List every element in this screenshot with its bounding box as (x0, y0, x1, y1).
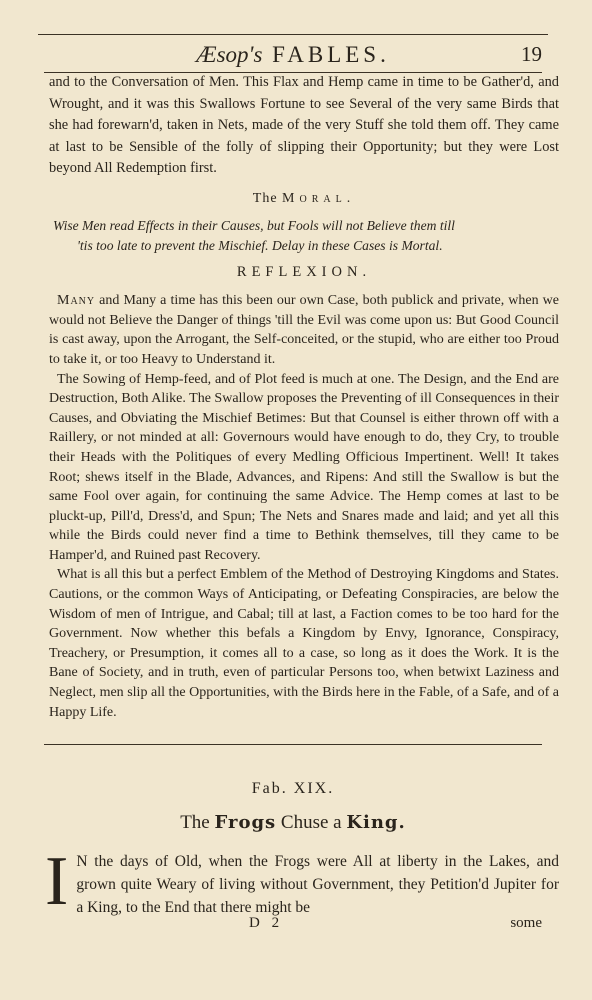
fable-title-king: King. (346, 812, 406, 833)
running-title (196, 42, 390, 68)
reflexion-paragraph-1 (49, 291, 559, 369)
fable-text-body: N the days of Old, when the Frogs were All at liberty in the Lakes, and grown quite Weary of living without Government, they Petition'd Jupiter for a King, to the End that there might be (76, 853, 559, 916)
catchword: some (510, 915, 542, 931)
moral-line-1: Wise Men read Effects in their Causes, but Fools will not Believe them till (53, 217, 455, 233)
reflexion-p1-rest: and Many a time has this been our own Case, both publick and private, when we would not Believe the Danger of things 'till the Evil was come upon us: But Good Council is cast away, upon the Arrogant, the Self-conceited, or the stupid, who are either too Proud to take it, or too Heavy to Understand it. (49, 293, 559, 367)
fable-number: Fab. XIX. (251, 780, 335, 797)
moral-heading (49, 188, 559, 210)
page-number: 19 (521, 42, 542, 66)
signature-mark: D 2 (249, 915, 284, 931)
moral-line-2: 'tis too late to prevent the Mischief. Delay in these Cases is Mortal. (77, 237, 443, 253)
reflexion-text (49, 291, 559, 722)
fable-title-the: The (180, 812, 210, 833)
section-rule (44, 744, 542, 745)
moral-heading-lead: The (252, 190, 278, 206)
reflexion-lead: Many (57, 293, 96, 309)
moral-text (49, 216, 559, 256)
fable-title-frogs: Frogs (214, 812, 277, 833)
reflexion-paragraph-3: What is all this but a perfect Emblem of the Method of Destroying Kingdoms and States. Cautions, or the common Ways of Anticipating, or Defeating Conspiracies, are below the Wisdom of men of Intrigue, and Cabal; till at last, a Faction comes to be too hard for the Government. Now whether this befals a Kingdom by Envy, Ignorance, Conspiracy, Treachery, or Presumption, it comes all to a case, so long as it does the Work. It is the Bane of Society, and in truth, even of particular Persons too, when betwixt Laziness and Neglect, men slip all the Opportunities, with the Birds here in the Fable, of a Safe, and of a Happy Life. (49, 567, 559, 720)
fable-text (45, 843, 559, 920)
moral-heading-word: Moral. (282, 190, 356, 206)
top-rule (38, 34, 548, 35)
running-header (44, 40, 542, 70)
fable-title-chuse: Chuse a (280, 812, 342, 833)
reflexion-heading: REFLEXION. (236, 263, 372, 280)
title-italic: Æsop's (196, 42, 263, 67)
drop-cap: I (45, 843, 69, 920)
reflexion-paragraph-2: The Sowing of Hemp-feed, and of Plot feed is much at one. The Design, and the End are Destruction, Both Alike. The Swallow proposes the Preventing of ill Consequences in their Causes, and Obviating the Mischief Betimes: But that Counsel is either thrown off with a Raillery, or not minded at all: Governours would have enough to do, they Cry, to trouble their Heads with the Politiques of every Medling Officious Impertinent. Well! It takes Root; shews itself in the Blade, Advances, and Ripens: And still the Swallow is but the same Fool over again, for continuing the same Advice. The Hemp comes at last to be pluckt-up, Pill'd, Dress'd, and Spun; The Nets and Snares made and laid; and yet all this while the Birds could never find a time to Bethink themselves, till they came to be Hamper'd, and Ruined past Recovery. (49, 371, 559, 563)
intro-paragraph: and to the Conversation of Men. This Flax and Hemp came in time to be Gather'd, and Wrought, and it was this Swallows Fortune to see Several of the very same Birds that she had forewarn'd, taken in Nets, made of the very Stuff she told them off. They came at last to be Sensible of the folly of slipping their Opportunity; but they were Lost beyond All Redemption first. (49, 74, 559, 177)
fable-title (44, 812, 542, 834)
page-body (49, 72, 559, 722)
title-caps: FABLES. (272, 42, 390, 67)
page-footer (44, 915, 542, 935)
